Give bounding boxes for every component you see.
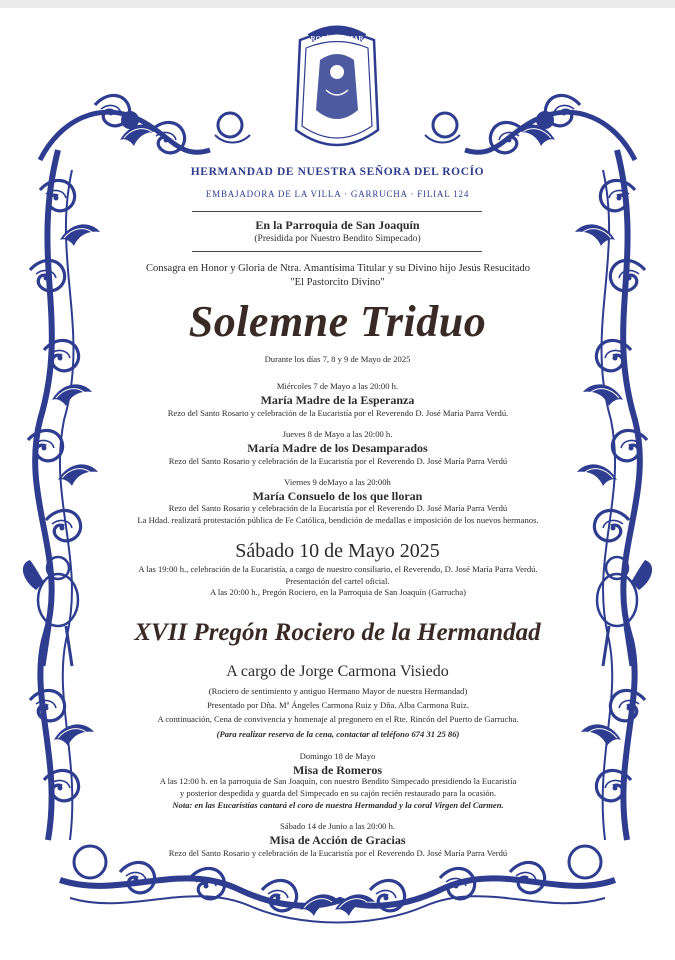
day2-detail: Rezo del Santo Rosario y celebración de la Eucaristía por el Reverendo D. José María Parra Verdú (168, 456, 508, 466)
divider-bottom (192, 251, 482, 252)
brotherhood-name: HERMANDAD DE NUESTRA SEÑORA DEL ROCÍO (190, 166, 485, 178)
day2-when: Jueves 8 de Mayo a las 20:00 h. (282, 429, 393, 439)
location-title: En la Parroquia de San Joaquín (255, 218, 420, 232)
day3-when: Viernes 9 deMayo a las 20:00h (284, 477, 391, 487)
day3-extra: La Hdad. realizará protestación pública de Fe Católica, bendición de medallas e imposición de los nuevos hermanos. (137, 515, 539, 525)
day3-detail: Rezo del Santo Rosario y celebración de la Eucaristía por el Reverendo D. José María Parra Verdú (168, 503, 508, 513)
gracias-when: Sábado 14 de Junio a las 20:00 h. (279, 821, 396, 831)
day1-detail: Rezo del Santo Rosario y celebración de la Eucaristía por el Reverendo D. José María Parra Verdú. (167, 408, 509, 418)
consecration-title: "El Pastorcito Divino" (290, 277, 385, 288)
pregon-cargo-note: (Rociero de sentimiento y antiguo Hermano Mayor de nuestra Hermandad) (208, 686, 468, 696)
romeros-name: Misa de Romeros (292, 763, 383, 777)
gracias-detail: Rezo del Santo Rosario y celebración de la Eucaristía por el Reverendo D. José María Parra Verdú (168, 848, 508, 858)
pregon-title: XVII Pregón Rociero de la Hermandad (134, 619, 541, 646)
day1-when: Miércoles 7 de Mayo a las 20:00 h. (276, 381, 399, 391)
top-right-corner-ornament (425, 95, 635, 160)
consecration-line: Consagra en Honor y Gloria de Ntra. Amantísima Titular y su Divino hijo Jesús Resucitado (145, 263, 531, 274)
saturday-line3: A las 20:00 h., Pregón Rociero, en la Parroquia de San Joaquín (Garrucha) (209, 587, 467, 597)
romeros-line1: A las 12:00 h. en la parroquia de San Joaquín, con nuestro Bendito Simpecado presidiendo la Eucaristía (159, 776, 517, 786)
brotherhood-seal-emblem (296, 30, 378, 145)
pregon-reservation: (Para realizar reserva de la cena, contactar al teléfono 674 31 25 86) (216, 729, 460, 739)
day2-name: María Madre de los Desamparados (247, 441, 428, 455)
day1-name: María Madre de la Esperanza (260, 393, 415, 407)
brotherhood-subtitle: EMBAJADORA DE LA VILLA · GARRUCHA · FILIAL 124 (205, 189, 470, 199)
svg-text:ROCÍO del MAR: ROCÍO del MAR (310, 35, 364, 43)
day3-name: María Consuelo de los que lloran (252, 489, 423, 503)
location-subtitle: (Presidida por Nuestro Bendito Simpecado) (254, 234, 421, 244)
saturday-title: Sábado 10 de Mayo 2025 (235, 540, 440, 562)
romeros-note: Nota: en las Eucaristías cantará el coro de nuestra Hermandad y la coral Virgen del Carmen. (172, 800, 504, 810)
saturday-line1: A las 19:00 h., celebración de la Eucaristía, a cargo de nuestro consiliario, el Reverendo, D. José María Parra Verdú. (138, 564, 538, 574)
triduo-dates: Durante los días 7, 8 y 9 de Mayo de 2025 (264, 354, 411, 364)
saturday-line2: Presentación del cartel oficial. (285, 576, 390, 586)
top-left-corner-ornament (40, 95, 250, 160)
romeros-when: Domingo 18 de Mayo (299, 751, 376, 761)
gracias-name: Misa de Acción de Gracias (269, 833, 406, 847)
triduo-title: Solemne Triduo (188, 297, 487, 346)
pregon-presented: Presentado por Dña. Mª Ángeles Carmona Ruiz y Dña. Alba Carmona Ruiz. (206, 700, 470, 710)
romeros-line2: y posterior despedida y guarda del Simpecado en su cajón recién restaurado para la ocasión. (179, 788, 497, 798)
pregon-cargo: A cargo de Jorge Carmona Visiedo (226, 663, 449, 680)
divider-top (192, 211, 482, 212)
pregon-dinner: A continuación, Cena de convivencia y homenaje al pregonero en el Rte. Rincón del Puerto de Garrucha. (157, 714, 519, 724)
